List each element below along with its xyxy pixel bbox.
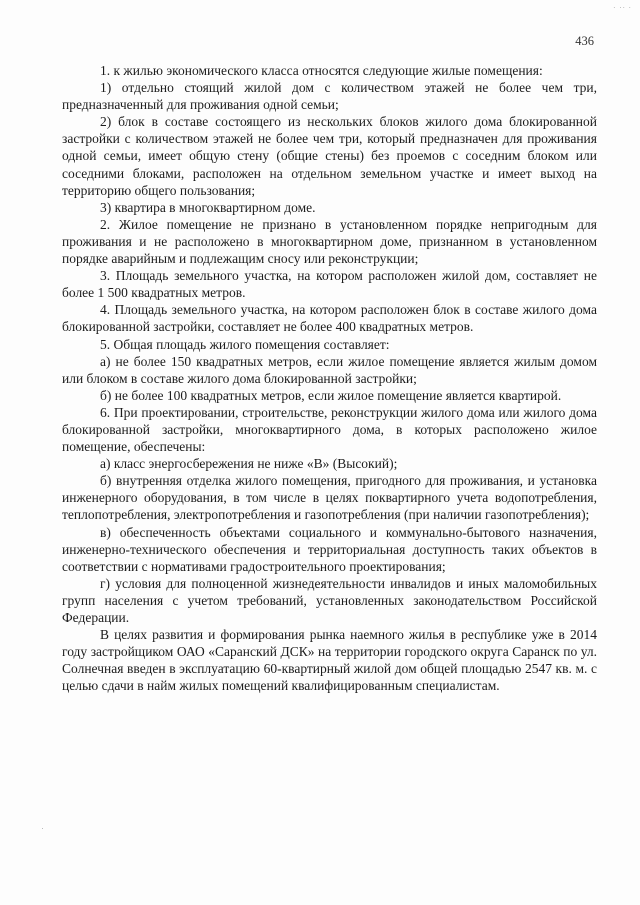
paragraph-1-intro: 1. к жилью экономического класса относятся следующие жилые помещения: bbox=[100, 63, 543, 78]
paragraph-1-item-1: 1) отдельно стоящий жилой дом с количеством этажей не более чем три, предназначенный для проживания одной семьи; bbox=[62, 80, 597, 113]
paragraph-2: 2. Жилое помещение не признано в установленном порядке непригодным для проживания и не расположено в многоквартирном доме, признанном в установленном порядке аварийным и подлежащим сносу или реконструкции; bbox=[62, 216, 597, 267]
paragraph-5-intro: 5. Общая площадь жилого помещения составляет: bbox=[100, 336, 390, 352]
corner-scan-mark: · ·· · bbox=[613, 4, 632, 12]
paragraph-5-item-a: а) не более 150 квадратных метров, если жилое помещение является жилым домом или блоком в составе жилого дома блокированной застройки; bbox=[62, 353, 597, 386]
paragraph-1-item-2: 2) блок в составе состоящего из нескольких блоков жилого дома блокированной застройки с количеством этажей не более чем три, который предназначен для проживания одной семьи, имеет общую стену (общие стены) без проемов с соседним блоком или соседними блоками, расположен на отдельном земельном участке и имеет выход на территорию общего пользования; bbox=[62, 114, 597, 198]
paragraph-6-item-b: б) внутренняя отделка жилого помещения, пригодного для проживания, и установка инженерного оборудования, в том числе в целях поквартирного учета водопотребления, теплопотребления, электропотребления и газопотребления (при наличии газопотребления); bbox=[62, 473, 597, 523]
paragraph-6-item-a: а) класс энергосбережения не ниже «В» (Высокий); bbox=[100, 456, 398, 472]
paragraph-6-item-v: в) обеспеченность объектами социального и коммунально-бытового назначения, инженерно-технического обеспечения и территориальная доступность таких объектов в соответствии с нормативами градостроительного проектирования; bbox=[62, 524, 597, 574]
paragraph-4: 4. Площадь земельного участка, на котором расположен блок в составе жилого дома блокированной застройки, составляет не более 400 квадратных метров. bbox=[62, 302, 597, 335]
scan-artifact bbox=[42, 828, 43, 829]
document-body bbox=[62, 62, 597, 694]
paragraph-6-item-g: г) условия для полноценной жизнедеятельности инвалидов и иных маломобильных групп населения с учетом требований, установленных законодательством Российской Федерации. bbox=[62, 575, 597, 625]
paragraph-5-item-b: б) не более 100 квадратных метров, если жилое помещение является квартирой. bbox=[100, 387, 562, 403]
closing-paragraph: В целях развития и формирования рынка наемного жилья в республике уже в 2014 году застройщиком ОАО «Саранский ДСК» на территории городского округа Саранск по ул. Солнечная введен в эксплуатацию 60-квартирный жилой дом общей площадью 2547 кв. м. с целью сдачи в найм жилых помещений квалифицированным специалистам. bbox=[62, 627, 597, 694]
page-number: 436 bbox=[575, 34, 594, 48]
paragraph-1-item-3: 3) квартира в многоквартирном доме. bbox=[100, 199, 316, 215]
paragraph-6-intro: 6. При проектировании, строительстве, реконструкции жилого дома или жилого дома блокированной застройки, многоквартирного дома, в которых расположено жилое помещение, обеспечены: bbox=[62, 404, 597, 455]
paragraph-3: 3. Площадь земельного участка, на котором расположен жилой дом, составляет не более 1 500 квадратных метров. bbox=[62, 268, 597, 301]
